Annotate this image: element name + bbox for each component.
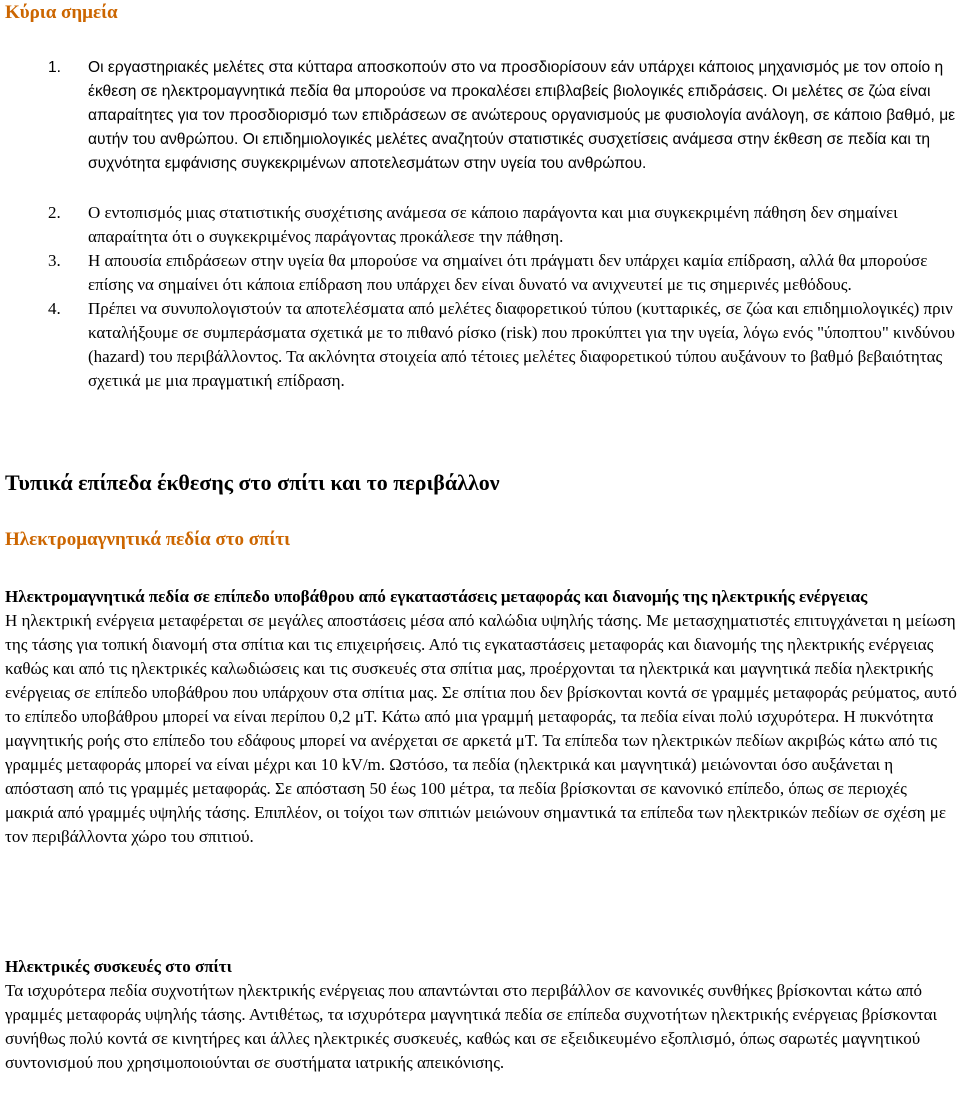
key-point-3 — [0, 249, 960, 297]
key-points-list-part1 — [0, 56, 960, 176]
key-point-text: Ο εντοπισμός μιας στατιστικής συσχέτισης ανάμεσα σε κάποιο παράγοντα και μια συγκεκριμένη πάθηση δεν σημαίνει απαραίτητα ότι ο συγκεκριμένος παράγοντας προκάλεσε την πάθηση. — [88, 203, 898, 246]
section-body: Η ηλεκτρική ενέργεια μεταφέρεται σε μεγάλες αποστάσεις μέσα από καλώδια υψηλής τάσης. Με μετασχηματιστές επιτυγχάνεται η μείωση της τάσης για τοπική διανομή στα σπίτια και τις επιχειρήσεις. Από τις εγκαταστάσεις μεταφοράς και διανομής της ηλεκτρικής ενέργειας καθώς και από τις ηλεκτρικές καλωδιώσεις και τις συσκευές στα σπίτια μας, προέρχονται τα ηλεκτρικά και μαγνητικά πεδία ηλεκτρικής ενέργειας σε επίπεδο υποβάθρου που υπάρχουν στα σπίτια μας. Σε σπίτια που δεν βρίσκονται κοντά σε γραμμές μεταφοράς ρεύματος, αυτό το επίπεδο υποβάθρου μπορεί να είναι περίπου 0,2 μT. Κάτω από μια γραμμή μεταφοράς, τα πεδία είναι πολύ ισχυρότερα. Η πυκνότητα μαγνητικής ροής στο επίπεδο του εδάφους μπορεί να ανέρχεται σε αρκετά μT. Τα επίπεδα των ηλεκτρικών πεδίων ακριβώς κάτω από τις γραμμές μεταφοράς μπορεί να είναι μέχρι και 10 kV/m. Ωστόσο, τα πεδία (ηλεκτρικά και μαγνητικά) μειώνονται όσο αυξάνεται η απόσταση από τις γραμμές μεταφοράς. Σε απόσταση 50 έως 100 μέτρα, τα πεδία βρίσκονται σε κανονικό επίπεδο, όπως σε περιοχές μακριά από γραμμές υψηλής τάσης. Επιπλέον, οι τοίχοι των σπιτιών μειώνουν σημαντικά τα επίπεδα των ηλεκτρικών πεδίων σε σχέση με τον περιβάλλοντα χώρο του σπιτιού. — [5, 611, 957, 846]
key-point-text: Πρέπει να συνυπολογιστούν τα αποτελέσματα από μελέτες διαφορετικού τύπου (κυτταρικές, σε ζώα και επιδημιολογικές) πριν καταλήξουμε σε συμπεράσματα σχετικά με το πιθανό ρίσκο (risk) που προκύπτει για την υγεία, λόγω ενός "ύποπτου" κινδύνου (hazard) του περιβάλλοντος. Τα ακλόνητα στοιχεία από τέτοιες μελέτες διαφορετικού τύπου αυξάνουν το βαθμό βεβαιότητας σχετικά με μια πραγματική επίδραση. — [88, 299, 955, 390]
key-point-text: Οι εργαστηριακές μελέτες στα κύτταρα αποσκοπούν στο να προσδιορίσουν εάν υπάρχει κάποιος μηχανισμός με τον οποίο η έκθεση σε ηλεκτρομαγνητικά πεδία θα μπορούσε να προκαλέσει επιβλαβείς βιολογικές επιδράσεις. Οι μελέτες σε ζώα είναι απαραίτητες για τον προσδιορισμό των επιδράσεων σε ανώτερους οργανισμούς με φυσιολογία ανάλογη, σε κάποιο βαθμό, με αυτήν του ανθρώπου. Οι επιδημιολογικές μελέτες αναζητούν στατιστικές συσχετίσεις ανάμεσα στην έκθεση σε πεδία και τη συχνότητα εμφάνισης συγκεκριμένων αποτελεσμάτων στην υγεία του ανθρώπου. — [88, 59, 956, 172]
key-point-text: Η απουσία επιδράσεων στην υγεία θα μπορούσε να σημαίνει ότι πράγματι δεν υπάρχει καμία επίδραση, αλλά θα μπορούσε επίσης να σημαίνει ότι κάποια επίδραση που υπάρχει δεν είναι δυνατό να ανιχνευτεί με τις σημερινές μεθόδους. — [88, 251, 928, 294]
key-point-number: 3. — [48, 251, 61, 270]
key-point-2 — [0, 201, 960, 249]
heading-key-points: Κύρια σημεία — [5, 2, 118, 23]
heading-em-fields-home: Ηλεκτρομαγνητικά πεδία στο σπίτι — [5, 529, 291, 550]
section-background-fields — [5, 585, 957, 849]
section-title: Ηλεκτρομαγνητικά πεδία σε επίπεδο υποβάθρου από εγκαταστάσεις μεταφοράς και διανομής της ηλεκτρικής ενέργειας — [5, 587, 868, 606]
heading-typical-exposure: Τυπικά επίπεδα έκθεσης στο σπίτι και το περιβάλλον — [5, 470, 500, 495]
key-point-number: 2. — [48, 203, 61, 222]
key-point-number: 4. — [48, 299, 61, 318]
key-points-list-part2 — [0, 201, 960, 393]
key-point-number: 1. — [48, 59, 62, 76]
key-point-1 — [0, 56, 960, 176]
section-home-appliances — [5, 955, 957, 1075]
section-title: Ηλεκτρικές συσκευές στο σπίτι — [5, 957, 232, 976]
key-point-4 — [0, 297, 960, 393]
section-body: Τα ισχυρότερα πεδία συχνοτήτων ηλεκτρικής ενέργειας που απαντώνται στο περιβάλλον σε κανονικές συνθήκες βρίσκονται κάτω από γραμμές μεταφοράς υψηλής τάσης. Αντιθέτως, τα ισχυρότερα μαγνητικά πεδία σε επίπεδα συχνοτήτων ηλεκτρικής ενέργειας βρίσκονται συνήθως πολύ κοντά σε κινητήρες και άλλες ηλεκτρικές συσκευές, καθώς και σε εξειδικευμένο εξοπλισμό, όπως σαρωτές μαγνητικού συντονισμού που χρησιμοποιούνται σε συστήματα ιατρικής απεικόνισης. — [5, 981, 938, 1072]
